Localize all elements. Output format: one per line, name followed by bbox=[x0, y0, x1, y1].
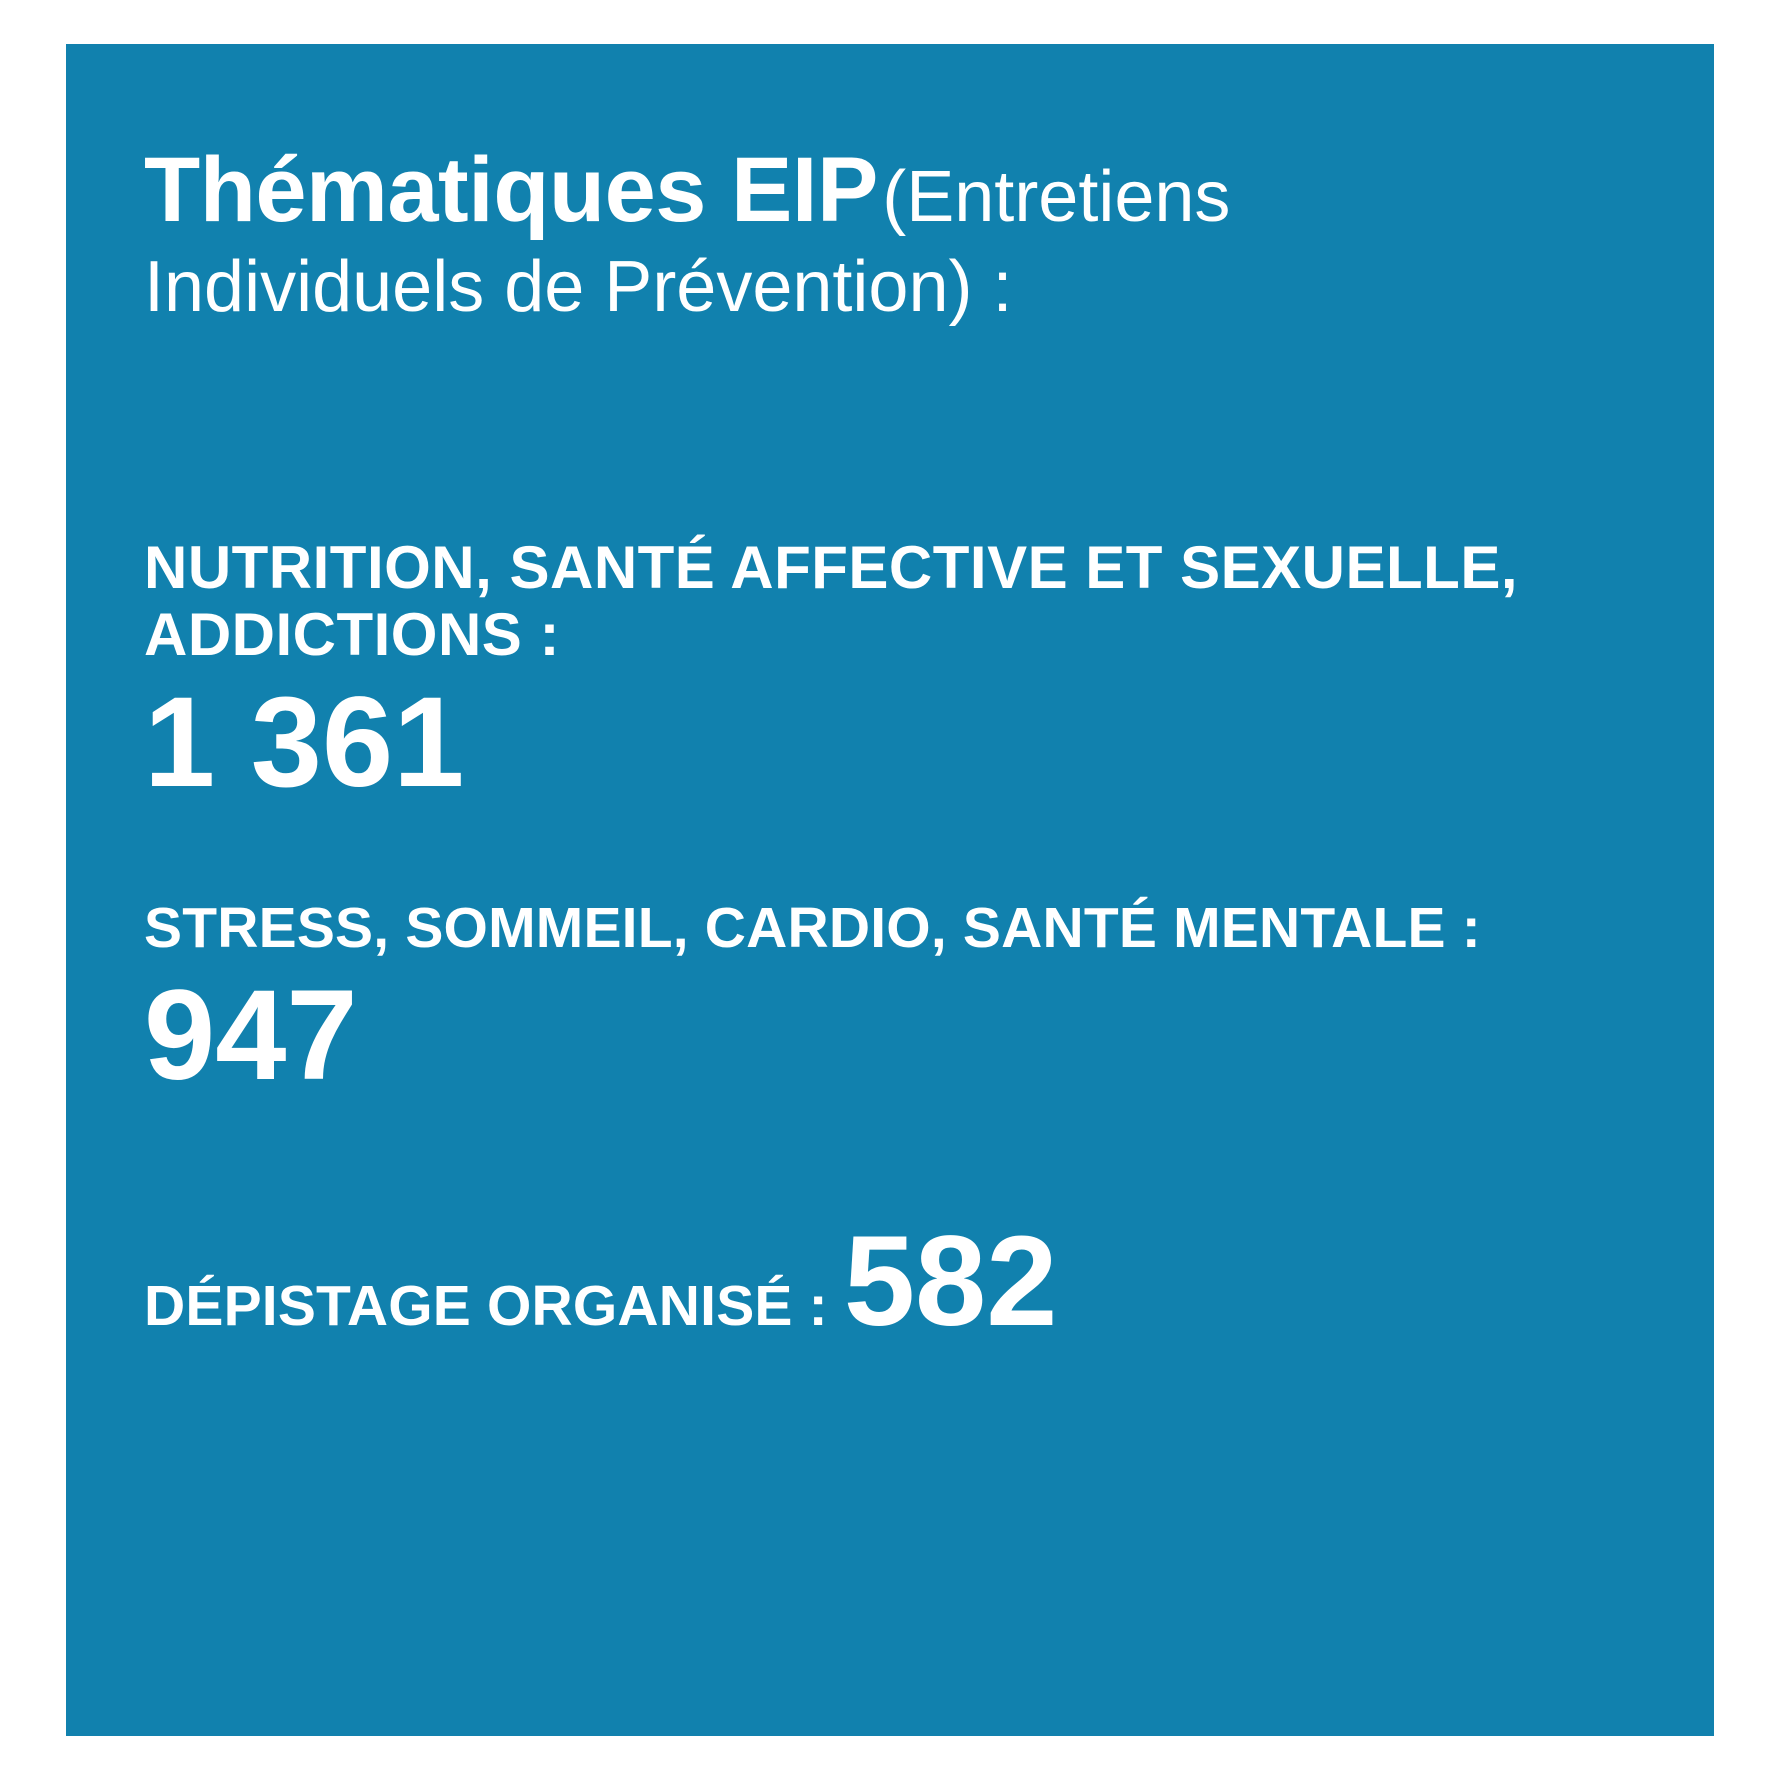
stat-label: NUTRITION, SANTÉ AFFECTIVE ET SEXUELLE, ADDICTIONS : bbox=[144, 534, 1519, 669]
stat-card bbox=[66, 44, 1714, 1736]
stat-value: 1 361 bbox=[144, 671, 465, 815]
stats-list bbox=[144, 534, 1664, 1353]
stat-value: 947 bbox=[144, 963, 358, 1107]
stat-item bbox=[144, 895, 1664, 1107]
page-title bbox=[144, 136, 1544, 330]
stat-item bbox=[144, 1209, 1664, 1353]
title-light-text: (Entretiens Individuels de Prévention) : bbox=[144, 157, 1231, 327]
stat-label: DÉPISTAGE ORGANISÉ : bbox=[144, 1273, 828, 1338]
title-strong-text: Thématiques EIP bbox=[144, 139, 878, 241]
stat-value: 582 bbox=[843, 1209, 1058, 1353]
stat-label: STRESS, SOMMEIL, CARDIO, SANTÉ MENTALE : bbox=[144, 895, 1481, 960]
card-header bbox=[144, 136, 1654, 330]
stat-item bbox=[144, 534, 1664, 815]
